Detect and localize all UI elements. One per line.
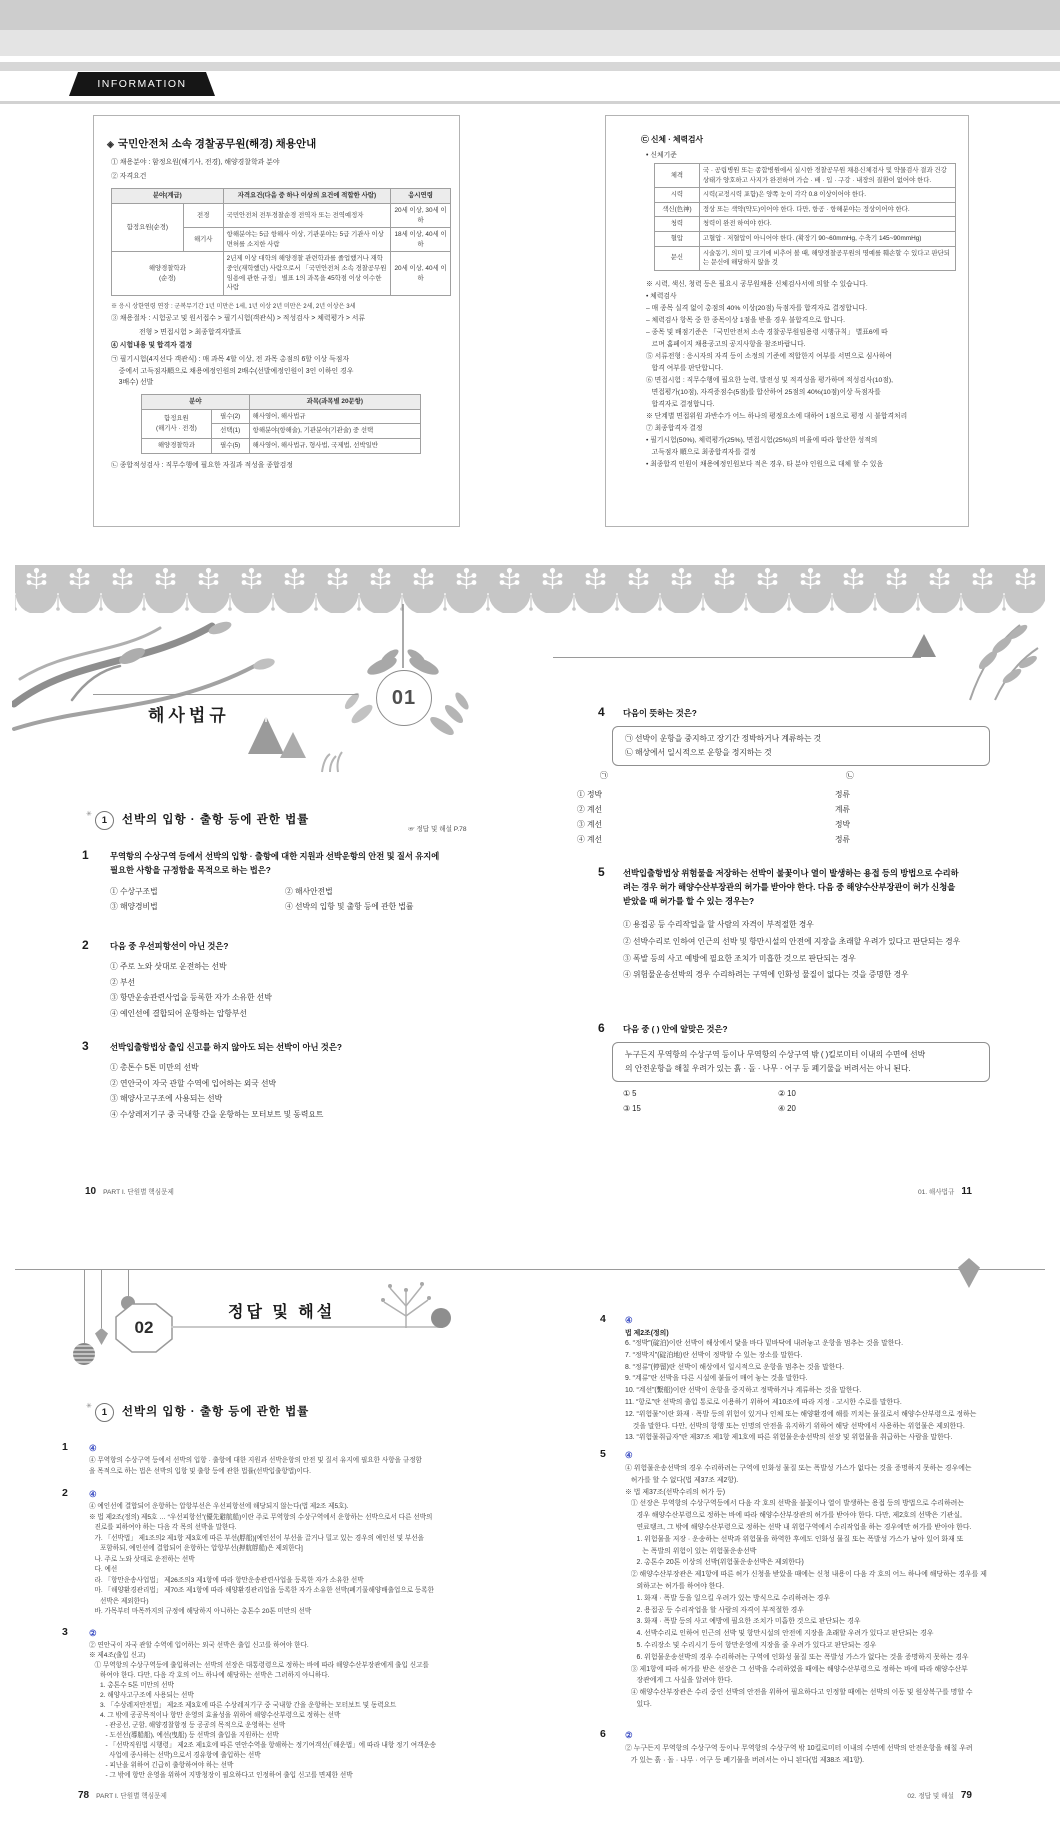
explanation-line: ③ 제1항에 따라 허가를 받은 선장은 그 선박을 수리하였을 때에는 해양수산부령으로 정하는 바에 따라 해양수산부	[625, 1665, 968, 1673]
right-page-divider	[553, 649, 921, 658]
answer-number: 5	[600, 1448, 606, 1460]
pair-header-b: ㉡	[846, 771, 854, 780]
chapter-number-badge: 01	[376, 670, 432, 726]
physical-notes	[646, 279, 958, 471]
explanation-line: 9. “계류”란 선박을 다른 시설에 붙들어 매어 놓는 것을 말한다.	[625, 1375, 808, 1383]
page-footer-right	[820, 1790, 972, 1801]
top-gray-bar	[0, 0, 1060, 30]
section-title: 선박의 입항 · 출항 등에 관한 법률	[121, 1406, 310, 1418]
answer-choice: ④ 선박의 입항 및 출항 등에 관한 법률	[285, 902, 414, 911]
striped-ball-ornament	[73, 1343, 95, 1365]
physical-note-line: ⑦ 최종합격자 결정	[646, 424, 703, 432]
explanation-line: - 도선선(導船船), 예선(曳船) 등 선박의 출입을 지원하는 선박	[89, 1732, 279, 1739]
answer-mark: ②	[625, 1730, 633, 1740]
subject-cell: 필수(2)	[211, 409, 249, 424]
body-standard-value: 시력(교정시력 포함)은 양쪽 눈이 각각 0.8 이상이어야 한다.	[699, 188, 955, 203]
subject-cell: 함정요원 (해기사 · 전경)	[142, 409, 212, 438]
qual-cell: 20세 이상, 30세 이하	[391, 204, 451, 228]
answer-number: 6	[600, 1728, 606, 1740]
explanation-line: 경우 해양수산부령으로 정하는 바에 따라 해양수산부장관의 허가를 받아야 한다. 다만, 제2호의 선박은 기관실,	[625, 1512, 962, 1520]
pair-choice-row	[577, 817, 907, 832]
ornament-string	[101, 1269, 102, 1328]
pair-choice-list	[577, 787, 907, 847]
physical-note-line: 르며 홈페이지 채용공고의 공지사항을 참조바랍니다.	[646, 340, 806, 348]
body-standard-subheading: • 신체기준	[646, 152, 677, 159]
answer-mark: ④	[625, 1450, 633, 1460]
question-number: 1	[82, 848, 89, 862]
qual-header-req: 자격요건(다음 중 하나 이상의 요건에 적합한 사람)	[223, 189, 390, 204]
body-standard-row	[655, 232, 956, 247]
answer-choice: ① 5	[623, 1089, 637, 1098]
answer-choice: ② 선박수리로 인하여 인근의 선박 및 항만시설의 안전에 지장을 초래할 우려가 있다고 판단되는 경우	[623, 936, 961, 946]
explanation-line: ① 선장은 무역항의 수상구역등에서 다음 각 호의 선박을 불꽃이나 열이 발생하는 용접 등의 방법으로 수리하려는	[625, 1500, 964, 1508]
pair-header-a: ㉠	[600, 771, 608, 780]
physical-note-line: • 최종합격 인원이 채용예정인원보다 적은 경우, 타 분야 인원으로 대체 할 수 있음	[646, 460, 884, 468]
page-number: 78	[78, 1790, 90, 1801]
section-number-badge: 1	[95, 811, 114, 830]
information-ribbon-label: INFORMATION	[97, 78, 187, 90]
qual-cell: 해기사	[183, 228, 223, 252]
answer-number: 1	[62, 1441, 68, 1453]
explanation-line: - 피난을 위하여 긴급히 출항하여야 하는 선박	[89, 1762, 234, 1769]
law-reference: 법 제2조(정의)	[625, 1330, 669, 1337]
body-standard-row	[655, 202, 956, 217]
physical-note-line: ※ 시력, 색신, 청력 등은 필요시 공무원채용 신체검사서에 의할 수 있습니다.	[646, 280, 868, 288]
answer-choice: ① 총톤수 5톤 미만의 선박	[110, 1063, 199, 1072]
qual-header-age: 응시연령	[391, 189, 451, 204]
question-number: 3	[82, 1039, 89, 1053]
pair-choice-b: 계류	[835, 805, 851, 814]
qual-cell: 18세 이상, 40세 이하	[391, 228, 451, 252]
pair-choice-a: ④ 계선	[577, 835, 603, 844]
dark-ball-ornament	[431, 1308, 451, 1328]
header-stripe	[0, 62, 1060, 71]
explanation-line: 바. 가목부터 마목까지의 규정에 해당하지 아니하는 총톤수 20톤 미만의 선박	[89, 1608, 312, 1615]
pair-choice-b: 정박	[835, 820, 851, 829]
explanation-line: 1. 총톤수 5톤 미만의 선박	[89, 1682, 174, 1689]
explanation-line: 나. 주로 노와 삿대로 운전하는 선박	[89, 1555, 195, 1563]
answer-choice: ③ 항만운송관련사업을 등록한 자가 소유한 선박	[110, 993, 272, 1002]
answer-explanation	[89, 1641, 519, 1781]
explanation-line: 7. “정박지”(碇泊地)란 선박이 정박할 수 있는 장소를 말한다.	[625, 1351, 803, 1359]
question-box	[612, 726, 990, 766]
answer-choice: ① 용접공 등 수리작업을 할 사람의 자격이 부적절한 경우	[623, 920, 814, 929]
explanation-line: ② 연안국이 자국 관할 수역에 입어하는 외국 선박은 출입 신고를 하여야 한다.	[89, 1642, 309, 1649]
choice-list	[110, 884, 495, 914]
pair-choice-a: ② 계선	[577, 805, 603, 814]
physical-note-line: – 종목 및 배점기준은 「국민안전처 소속 경찰공무원임용령 시행규칙」 별표6에 따	[646, 328, 888, 336]
question-text: 다음 중 우선피항선이 아닌 것은?	[110, 941, 229, 951]
explanation-line: 것을 말한다. 다만, 선박의 항행 또는 인명의 안전을 유지하기 위하여 해당 선박에서 사용하는 위험물은 제외한다.	[625, 1422, 965, 1430]
choice-list	[623, 1086, 943, 1116]
answer-explanation	[89, 1502, 519, 1618]
explanation-line: 5. 수리장소 및 수리시기 등이 항만운영에 지장을 줄 우려가 있다고 판단되는 경우	[625, 1641, 877, 1649]
question-box-line: 누구든지 무역항의 수상구역 등이나 무역항의 수상구역 밖 ( )킬로미터 이내의 수면에 선박	[625, 1050, 926, 1059]
explanation-line: ② 누구든지 무역항의 수상구역 등이나 무역항의 수상구역 밖 10킬로미터 이내의 수면에 선박의 안전운항을 해칠 우려	[625, 1745, 973, 1752]
answers-section-header	[86, 1402, 309, 1422]
explanation-line: 3. 「수상레저안전법」 제2조 제3호에 따른 수상레저기구 중 국내항 간을 운항하는 모터보트 및 동력요트	[89, 1702, 397, 1709]
pair-choice-row	[577, 787, 907, 802]
section-star-icon: ✳	[86, 1403, 92, 1410]
explanation-line: ※ 법 제2조(정의) 제5호 … “우선피항선”(優先避航船)이란 주로 무역항의 수상구역에서 운항하는 선박으로서 다른 선박의	[89, 1513, 433, 1521]
leaf-cluster-decoration	[940, 600, 1048, 705]
qual-cell: 전경	[183, 204, 223, 228]
body-standard-row	[655, 188, 956, 203]
body-standard-value: 청력이 완전 하여야 한다.	[699, 217, 955, 232]
explanation-line: 진로를 피하여야 하는 다음 각 목의 선박을 말한다.	[89, 1524, 237, 1531]
exam-rule-lines	[94, 355, 459, 389]
answer-choice: ② 해사안전법	[285, 887, 333, 896]
pair-choice-a: ③ 계선	[577, 820, 603, 829]
explanation-line: - 그 밖에 항만 운영을 위하여 지방청장이 필요하다고 인정하여 출입 신고를 면제한 선박	[89, 1772, 353, 1779]
question-text: 선박입출항법상 출입 신고를 하지 않아도 되는 선박이 아닌 것은?	[110, 1042, 342, 1052]
answer-choice: ② 부선	[110, 977, 136, 987]
exam-rule-line: 3배수) 선발	[111, 379, 154, 387]
answer-choice: ④ 위험물운송선박의 경우 수리하려는 구역에 인화성 물질이 없다는 것을 증명한 경우	[623, 970, 909, 980]
answer-explanation	[89, 1456, 519, 1477]
explanation-line: 4. 그 밖에 공공목적이나 항만 운영의 효율성을 위하여 해양수산부령으로 정하는 선박	[89, 1712, 341, 1719]
subject-header-subjects: 과목(과목별 20문항)	[249, 395, 420, 410]
explanation-line: 외하고는 허가를 하여야 한다.	[625, 1582, 725, 1590]
top-gray-bar-light	[0, 30, 1060, 56]
explanation-line: 4. 선박수리로 인하여 인근의 선박 및 항만시설의 안전에 지장을 초래할 우려가 있다고 판단되는 경우	[625, 1630, 934, 1638]
answer-number: 4	[600, 1313, 606, 1325]
body-standard-key: 청력	[655, 217, 700, 232]
explanation-line: ※ 제4조(출입 신고)	[89, 1652, 146, 1659]
section-star-icon: ✳	[86, 811, 92, 818]
explanation-line: ④ 위험물운송선박의 경우 수리하려는 구역에 인화성 물질 또는 폭발성 가스가 없다는 것을 증명하지 못하는 경우에는	[625, 1465, 972, 1472]
question-text	[110, 850, 500, 877]
physical-note-line: • 필기시험(50%), 체력평가(25%), 면접시험(25%)의 비율에 따라 합산한 성적의	[646, 436, 878, 444]
chapter2-title: 정답 및 해설	[228, 1304, 336, 1321]
explanation-line: - 「선박직원법 시행령」 제2조 제1호에 따른 연안수역을 항해하는 정기여객선(「해운법」에 따라 내항 정기 여객운송	[89, 1742, 437, 1749]
answer-explanation	[625, 1338, 1005, 1444]
physical-note-line: 면접평가(10점), 자격증점수(5점)를 합산하여 25점의 40%(10점)이상 득점자를	[646, 388, 881, 396]
body-standard-value: 시술동기, 의미 및 크기에 비추어 볼 때, 해양경찰공무원의 명예를 훼손할 수 있다고 판단되는 문신에 해당하지 않을 것	[699, 246, 955, 270]
exam-rule-line: 중에서 고득점자順으로 채용예정인원의 2배수(선발예정인원이 3인 이하인 경우	[111, 367, 354, 375]
answer-choice: ② 연안국이 자국 관할 수역에 입어하는 외국 선박	[110, 1078, 277, 1088]
physical-info-box	[605, 115, 969, 527]
subject-cell: 해양경찰학과	[142, 438, 212, 453]
procedure-line-cont: 전형 > 면접시험 > 최종합격자발표	[139, 328, 242, 336]
answers-divider	[15, 1261, 1045, 1270]
qualification-table	[111, 188, 451, 295]
tree-decoration	[912, 634, 936, 657]
question-text	[623, 867, 999, 908]
question-text-line: 무역항의 수상구역 등에서 선박의 입항 · 출항에 대한 지원과 선박운항의 안전 및 질서 유지에	[110, 851, 440, 861]
pair-choice-b: 정류	[835, 790, 851, 799]
physical-note-line: ⑥ 면접시험 : 직무수행에 필요한 능력, 발전성 및 적격성을 평가하며 적성검사(10점),	[646, 376, 893, 384]
exam-heading: ④ 시험내용 및 합격자 결정	[111, 342, 193, 350]
subject-cell: 해사영어, 해사법규, 형사법, 국제법, 선박일반	[249, 438, 420, 453]
body-standard-table	[654, 163, 956, 271]
explanation-line: 6. “정박”(碇泊)이란 선박이 해상에서 닻을 바다 밑바닥에 내려놓고 운항을 멈추는 것을 말한다.	[625, 1340, 903, 1347]
pair-choice-a: ① 정박	[577, 790, 603, 799]
explanation-line: 2. 총톤수 20톤 이상의 선박(위험물운송선박은 제외한다)	[625, 1559, 804, 1567]
explanation-line: 2. 해양사고구조에 사용되는 선박	[89, 1692, 194, 1699]
explanation-line: ② 해양수산부장관은 제1항에 따른 허가 신청을 받았을 때에는 신청 내용이 다음 각 호의 어느 하나에 해당하는 경우를 제	[625, 1571, 987, 1579]
subject-table	[141, 394, 421, 453]
body-standard-row	[655, 246, 956, 270]
question-box-line: ㉡ 해상에서 일시적으로 운항을 정지하는 것	[625, 748, 772, 757]
page-footer-left	[85, 1186, 174, 1197]
explanation-line: - 관공선, 군함, 해양경찰함정 등 공공의 목적으로 운영하는 선박	[89, 1722, 286, 1729]
question-text: 다음이 뜻하는 것은?	[623, 708, 697, 718]
recruit-qual-line: ② 자격요건	[111, 172, 147, 180]
body-standard-key: 색신(色神)	[655, 202, 700, 217]
answer-explanation	[625, 1463, 1005, 1711]
gem-ornament	[95, 1328, 108, 1345]
explanation-line: 하여야 한다. 다만, 다음 각 호의 어느 하나에 해당하는 선박은 그러하지 아니하다.	[89, 1672, 330, 1679]
qual-cell: 해양경찰학과 (순경)	[112, 252, 224, 295]
pair-choice-row	[577, 832, 907, 847]
ornament-string	[84, 1269, 85, 1343]
choice-list	[110, 1060, 500, 1122]
physical-note-line: 합격 여부를 판단합니다.	[646, 364, 723, 372]
explanation-line: 마. 「해양환경관리법」 제70조 제1항에 따라 해양환경관리업을 등록한 자가 소유한 선박(폐기물해양배출업으로 등록한	[89, 1587, 435, 1594]
physical-note-line: 합격자로 결정합니다.	[646, 400, 715, 408]
explanation-line: 1. 화재 · 폭발 등을 일으킬 우려가 있는 방식으로 수리하려는 경우	[625, 1594, 831, 1602]
qual-cell: 국민안전처 전투경찰순경 전역자 또는 전역예정자	[223, 204, 390, 228]
pair-choice-b: 정류	[835, 835, 851, 844]
explanation-line: 연료탱크, 그 밖에 해양수산부령으로 정하는 선박 내 위험구역에서 수리작업을 하는 경우에만 허가를 받아야 한다.	[625, 1523, 972, 1531]
explanation-line: 1. 위험물을 저장 · 운송하는 선박과 위험물을 하역한 후에도 인화성 물질 또는 폭발성 가스가 남아 있어 화재 또	[625, 1535, 964, 1543]
recruit-info-box	[93, 115, 460, 527]
question-text: 다음 중 ( ) 안에 알맞은 것은?	[623, 1024, 728, 1034]
explanation-line: 10. “계선”(繫船)이란 선박이 운항을 중지하고 정박하거나 계류하는 것을 말한다.	[625, 1387, 862, 1395]
exam-rule-line: ㉠ 필기시험(4지선다 객관식) : 매 과목 4할 이상, 전 과목 총점의 6할 이상 득점자	[111, 356, 350, 363]
explanation-line: 선박은 제외한다)	[89, 1597, 149, 1605]
physical-heading: ㉢ 신체 · 체력검사	[641, 135, 704, 144]
answer-mark: ④	[625, 1315, 633, 1325]
qual-cell: 20세 이상, 40세 이하	[391, 252, 451, 295]
answer-mark: ④	[89, 1489, 97, 1499]
page-number: 10	[85, 1186, 97, 1197]
subject-cell: 필수(5)	[211, 438, 249, 453]
question-number: 6	[598, 1021, 605, 1035]
recruit-info-title: ◈ 국민안전처 소속 경찰공무원(해경) 채용안내	[107, 138, 317, 150]
information-ribbon	[78, 72, 206, 96]
subject-cell: 항해분야(항해술), 기관분야(기관술) 중 선택	[249, 424, 420, 439]
explanation-line: 포함하되, 예인선에 결합되어 운항하는 압항부선(押航艀船)은 제외한다]	[89, 1545, 303, 1552]
explanation-line: ① 무역항의 수상구역등에 출입하려는 선박의 선장은 대통령령으로 정하는 바에 따라 해양수산부장관에게 출입 신고를	[89, 1662, 429, 1669]
answer-choice: ① 수상구조법	[110, 887, 158, 896]
answer-choice: ③ 폭발 등의 사고 예방에 필요한 조치가 미흡한 것으로 판단되는 경우	[623, 953, 856, 963]
body-standard-row	[655, 217, 956, 232]
answer-choice: ③ 15	[623, 1104, 641, 1113]
procedure-line: ③ 채용절차 : 시험공고 및 원서접수 > 필기시험(객관식) > 적성검사 > 체력평가 > 서류	[111, 314, 366, 322]
section-header	[86, 810, 309, 830]
explanation-line: 8. “정류”(停留)란 선박이 해상에서 일시적으로 운항을 멈추는 것을 말한다.	[625, 1363, 844, 1371]
question-box-line: 의 안전운항을 해칠 우려가 있는 흙 · 돌 · 나무 · 어구 등 폐기물을 버려서는 아니 된다.	[625, 1064, 911, 1073]
answer-choice: ② 10	[778, 1089, 796, 1098]
page-number: 79	[960, 1790, 972, 1801]
question-number: 2	[82, 938, 89, 952]
chapter-title: 해사법규	[148, 706, 230, 725]
choice-list	[623, 918, 999, 985]
answer-choice: ④ 예인선에 결합되어 운항하는 압항부선	[110, 1008, 247, 1018]
physical-note-line: 고득점자 順으로 최종합격자를 결정	[646, 448, 757, 456]
aptitude-line: ㉡ 종합적성검사 : 직무수행에 필요한 자질과 적성을 종합검정	[111, 461, 293, 469]
physical-note-line: – 매 종목 실격 없이 총점의 40% 이상(20점) 득점자를 합격자로 결정합니다.	[646, 304, 867, 312]
footer-chapter-label: 01. 해사법규	[917, 1189, 955, 1196]
subject-header-field: 분야	[142, 395, 250, 410]
explanation-line: 는 폭발의 위험이 있는 위험물운송선박	[625, 1547, 757, 1555]
zigzag-underline	[90, 726, 360, 735]
body-standard-key: 체격	[655, 164, 700, 188]
body-standard-value: 정상 또는 색약(약도)이어야 한다. 다만, 항공 · 항해분야는 정상이어야 한다.	[699, 202, 955, 217]
answer-choice: ③ 해양사고구조에 사용되는 선박	[110, 1094, 223, 1103]
explanation-line: ④ 해양수산부장관은 수리 중인 선박의 안전을 위하여 필요하다고 인정할 때에는 선박의 이동 및 원상복구를 명할 수	[625, 1689, 973, 1697]
explanation-line: 라. 「항만운송사업법」 제26조의3 제1항에 따라 항만운송관련사업을 등록한 자가 소유한 선박	[89, 1576, 364, 1584]
explanation-line: 6. 위험물운송선박의 경우 수리하려는 구역에 인화성 물질 또는 폭발성 가스가 없다는 것을 증명하지 못하는 경우	[625, 1653, 969, 1661]
explanation-line: ④ 무역항의 수상구역 등에서 선박의 입항 · 출항에 대한 지원과 선박운항의 안전 및 질서 유지에 필요한 사항을 규정함	[89, 1457, 422, 1464]
footer-part-label: PART Ⅰ. 단원별 핵심문제	[103, 1189, 174, 1196]
explanation-line: 을 목적으로 하는 법은 선박의 입항 및 출항 등에 관한 법률(선박입출항법)이다.	[89, 1467, 311, 1475]
answer-number: 3	[62, 1626, 68, 1638]
subject-cell: 선택(1)	[211, 424, 249, 439]
question-text-line: 받았을 때 허가를 할 수 있는 경우는?	[623, 895, 755, 906]
physical-note-line: ⑤ 서류전형 : 응시자의 자격 등이 소정의 기준에 적합한지 여부를 서면으로 심사하여	[646, 352, 893, 360]
explanation-line: 다. 예선	[89, 1566, 118, 1573]
question-box-line: ㉠ 선박이 운항을 중지하고 장기간 정박하거나 계류하는 것	[625, 734, 822, 743]
qual-cell: 항해분야는 5급 항해사 이상, 기관분야는 5급 기관사 이상 면허를 소지한 사람	[223, 228, 390, 252]
question-text-line: 필요한 사항을 규정함을 목적으로 하는 법은?	[110, 864, 271, 875]
answer-reference: ☞ 정답 및 해설 P.78	[408, 826, 467, 833]
choice-list	[110, 959, 500, 1021]
body-standard-value: 국 · 공립병원 또는 종합병원에서 실시한 경찰공무원 채용신체검사 및 약물검사 결과 건강상태가 양호하고 사지가 완전하며 가슴 · 배 · 입 · 구강 · 내장의 질환이 없어야 한다.	[699, 164, 955, 188]
question-text-line: 려는 경우 허가 해양수산부장관의 허가를 받아야 한다. 다음 중 해양수산부장관이 허가 신청을	[623, 881, 956, 892]
explanation-line: 장관에게 그 사실을 알려야 한다.	[625, 1677, 733, 1685]
pair-choice-row	[577, 802, 907, 817]
page-footer-right	[830, 1186, 972, 1197]
body-standard-value: 고혈압 · 저혈압이 아니어야 한다. (확장기 90~60mmHg, 수축기 145~90mmHg)	[699, 232, 955, 247]
body-standard-key: 혈압	[655, 232, 700, 247]
answer-choice: ④ 20	[778, 1104, 796, 1113]
section-title: 선박의 입항 · 출항 등에 관한 법률	[121, 814, 310, 826]
chapter2-number-badge: 02	[134, 1318, 154, 1337]
question-box	[612, 1042, 990, 1082]
explanation-line: 허가를 할 수 없다(법 제37조 제2항).	[625, 1476, 739, 1484]
qual-header-field: 분야(계급)	[112, 189, 224, 204]
footer-chapter-label: 02. 정답 및 해설	[907, 1793, 954, 1800]
section-number-badge: 1	[95, 1403, 114, 1422]
recruit-field-line: ① 채용분야 : 함정요원(해기사, 전경), 해양경찰학과 분야	[111, 159, 280, 166]
page-number: 11	[961, 1186, 972, 1197]
explanation-line: 있다.	[625, 1700, 652, 1708]
diamond-bullet-icon: ◈	[107, 139, 114, 149]
answer-choice: ④ 수상레저기구 중 국내항 간을 운항하는 모터보트 및 동력요트	[110, 1109, 324, 1119]
explanation-line: 13. “위험물취급자”란 제37조 제1항 제1호에 따른 위험물운송선박의 선장 및 위험물을 취급하는 사람을 말한다.	[625, 1434, 953, 1442]
footer-part-label: PART Ⅰ. 단원별 핵심문제	[96, 1793, 167, 1800]
answer-explanation	[625, 1743, 1005, 1767]
age-extension-note: ※ 응시 상한연령 연장 : 군복무기간 1년 미만은 1세, 1년 이상 2년 미만은 2세, 2년 이상은 3세	[111, 302, 356, 310]
physical-note-line: • 체력검사	[646, 292, 677, 300]
physical-note-line: – 체력검사 항목 중 한 종목이상 1점을 받을 경우 불합격으로 합니다.	[646, 316, 846, 324]
answer-mark: ②	[89, 1628, 97, 1638]
answer-mark: ④	[89, 1443, 97, 1453]
explanation-line: 12. “위험물”이란 화재 · 폭발 등의 위험이 있거나 인체 또는 해양환경에 해를 끼치는 물질로서 해양수산부령으로 정하는	[625, 1410, 977, 1418]
explanation-line: 11. “항로”란 선박의 출입 통로로 이용하기 위하여 제10조에 따라 지정 · 고시한 수로를 말한다.	[625, 1398, 902, 1406]
explanation-line: 가 있는 흙 · 돌 · 나무 · 어구 등 폐기물을 버려서는 아니 된다(법 제38조 제1항).	[625, 1756, 865, 1764]
page-footer-left	[78, 1790, 167, 1801]
answer-choice: ③ 해양경비법	[110, 902, 158, 911]
question-number: 4	[598, 705, 605, 719]
body-standard-row	[655, 164, 956, 188]
body-standard-key: 시력	[655, 188, 700, 203]
question-text-line: 선박입출항법상 위험물을 저장하는 선박이 불꽃이나 열이 발생하는 용접 등의 방법으로 수리하	[623, 868, 959, 878]
explanation-line: ※ 법 제37조(선박수리의 허가 등)	[625, 1488, 726, 1496]
explanation-line: 사업에 종사하는 선박)으로서 경유항에 출입하는 선박	[89, 1752, 261, 1759]
explanation-line: 2. 용접공 등 수리작업을 할 사람의 자격이 부적절한 경우	[625, 1606, 804, 1614]
qual-cell: 함정요원(순경)	[112, 204, 184, 252]
explanation-line: ④ 예인선에 결합되어 운항하는 압항부선은 우선피항선에 해당되지 않는다(법 제2조 제5호).	[89, 1503, 349, 1510]
qual-cell: 2년제 이상 대학의 해양경찰 관련학과를 졸업했거나 재학 중인(재학했던) 사람으로서 「국민안전처 소속 경찰공무원 임용에 관한 규정」 별표 1의 과목을 45학점 이상 이수한 사람	[223, 252, 390, 295]
answer-number: 2	[62, 1487, 68, 1499]
body-standard-key: 문신	[655, 246, 700, 270]
question-number: 5	[598, 865, 605, 879]
ornament-string	[128, 1269, 129, 1296]
chapter-title-rule	[93, 694, 358, 695]
header-divider-line	[0, 101, 1060, 104]
physical-note-line: ※ 단계별 면접위원 과반수가 어느 하나의 평정요소에 대하여 1점으로 평정 시 불합격처리	[646, 412, 908, 420]
explanation-line: 3. 화재 · 폭발 등의 사고 예방에 필요한 조치가 미흡한 것으로 판단되는 경우	[625, 1618, 861, 1626]
subject-cell: 해사영어, 해사법규	[249, 409, 420, 424]
answer-choice: ① 주로 노와 삿대로 운전하는 선박	[110, 962, 227, 971]
explanation-line: 가. 「선박법」 제1조의2 제1항 제3호에 따른 부선(艀船)[예인선이 부선을 끌거나 밀고 있는 경우의 예인선 및 부선을	[89, 1534, 425, 1542]
